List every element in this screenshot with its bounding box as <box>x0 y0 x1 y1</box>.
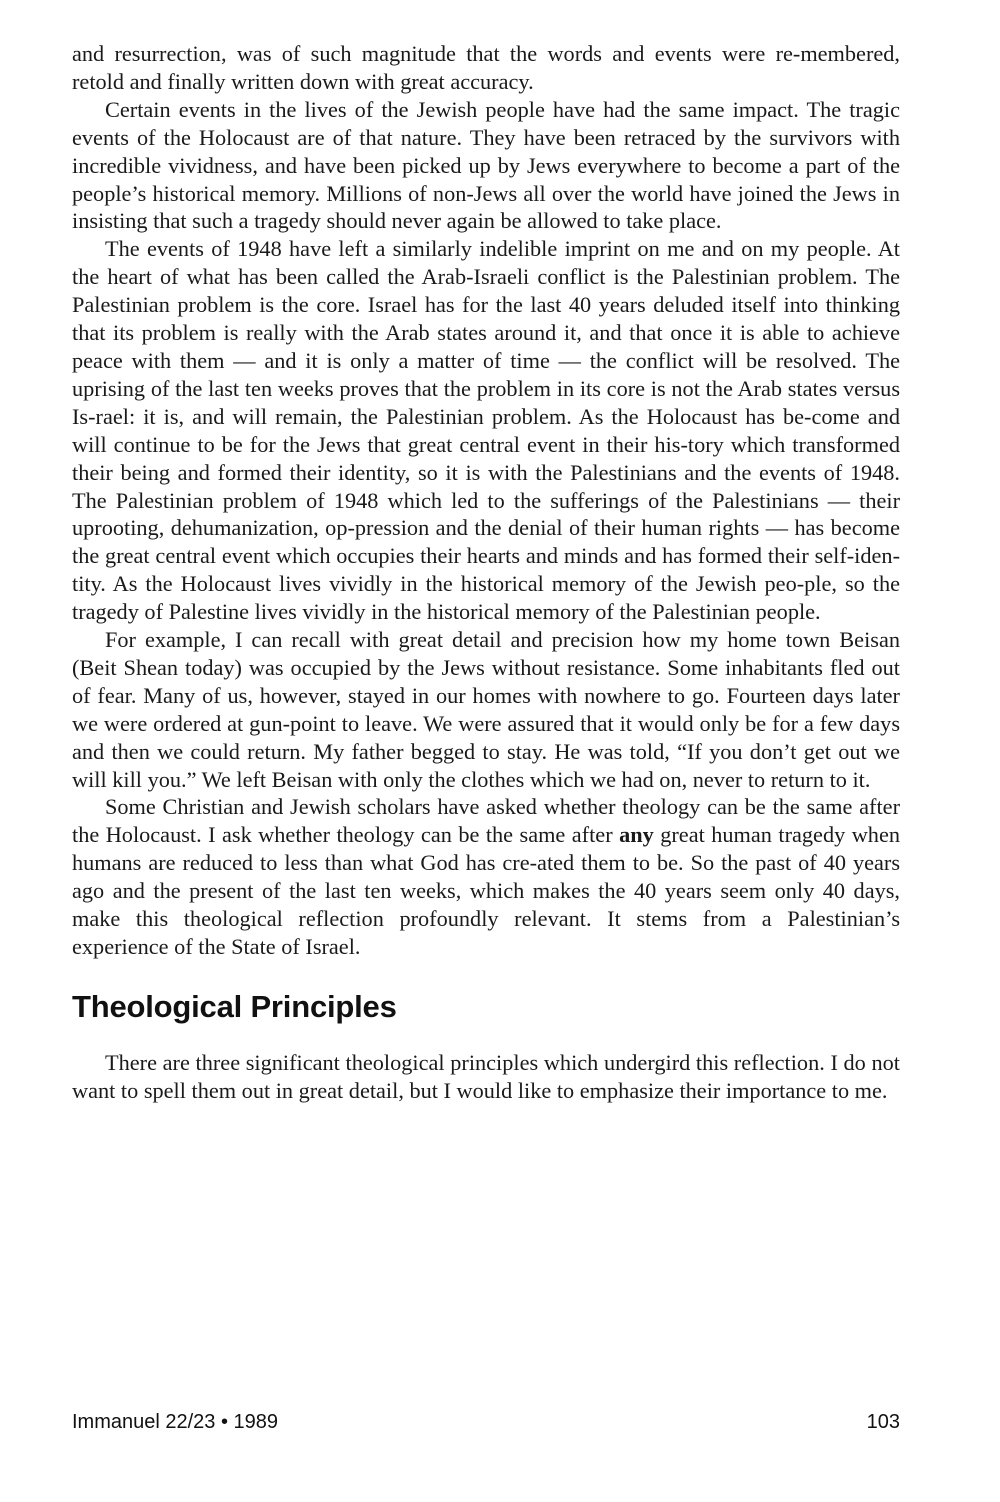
page-number: 103 <box>866 1411 900 1433</box>
paragraph-text-part: Some Christian and Jewish scholars have asked whether theology can be the same after the Holocaust. I ask whether theology can be the same after <box>72 794 900 848</box>
article-body <box>72 40 900 1105</box>
paragraph-text-part: great human tragedy when humans are reduced to less than what God has cre-ated them to be. So the past of 40 years ago and the present of the last ten weeks, which makes the 40 years seem only 40 days, make this theological reflection profoundly relevant. It stems from a Palestinian’s experience of the State of Israel. <box>72 822 900 959</box>
paragraph-beisan-example: For example, I can recall with great detail and precision how my home town Beisan (Beit Shean today) was occupied by the Jews without resistance. Some inhabitants fled out of fear. Many of us, however, stayed in our homes with nowhere to go. Fourteen days later we were ordered at gun-point to leave. We were assured that it would only be for a few days and then we could return. My father begged to stay. He was told, “If you don’t get out we will kill you.” We left Beisan with only the clothes which we had on, never to return to it. <box>72 627 900 792</box>
paragraph-1948-events: The events of 1948 have left a similarly indelible imprint on me and on my people. At the heart of what has been called the Arab-Israeli conflict is the Palestinian problem. The Palestinian problem is the core. Israel has for the last 40 years deluded itself into thinking that its problem is really with the Arab states around it, and that once it is able to achieve peace with them — and it is only a matter of time — the conflict will be resolved. The uprising of the last ten weeks proves that the problem in its core is not the Arab states versus Is-rael: it is, and will remain, the Palestinian problem. As the Holocaust has be-come and will continue to be for the Jews that great central event in their his-tory which transformed their being and formed their identity, so it is with the Palestinians and the events of 1948. The Palestinian problem of 1948 which led to the sufferings of the Palestinians — their uprooting, dehumanization, op-pression and the denial of their human rights — has become the great central event which occupies their hearts and minds and has formed their self-iden-tity. As the Holocaust lives vividly in the historical memory of the Jewish peo-ple, so the tragedy of Palestine lives vividly in the historical memory of the Palestinian people. <box>72 236 900 625</box>
emphasized-word: any <box>619 822 654 848</box>
paragraph-theology-after-tragedy <box>72 793 900 960</box>
paragraph-continuation: and resurrection, was of such magnitude that the words and events were re-membered, retold and finally written down with great accuracy. <box>72 41 900 94</box>
section-heading: Theological Principles <box>72 988 397 1024</box>
paragraph-holocaust-memory: Certain events in the lives of the Jewish people have had the same impact. The tragic events of the Holocaust are of that nature. They have been retraced by the survivors with incredible vividness, and have been picked up by Jews everywhere to become a part of the people’s historical memory. Millions of non-Jews all over the world have joined the Jews in insisting that such a tragedy should never again be allowed to take place. <box>72 96 900 234</box>
paragraph-principles-intro: There are three significant theological principles which undergird this reflection. I do not want to spell them out in great detail, but I would like to emphasize their importance to me. <box>72 1049 900 1103</box>
journal-citation: Immanuel 22/23 • 1989 <box>72 1411 279 1433</box>
